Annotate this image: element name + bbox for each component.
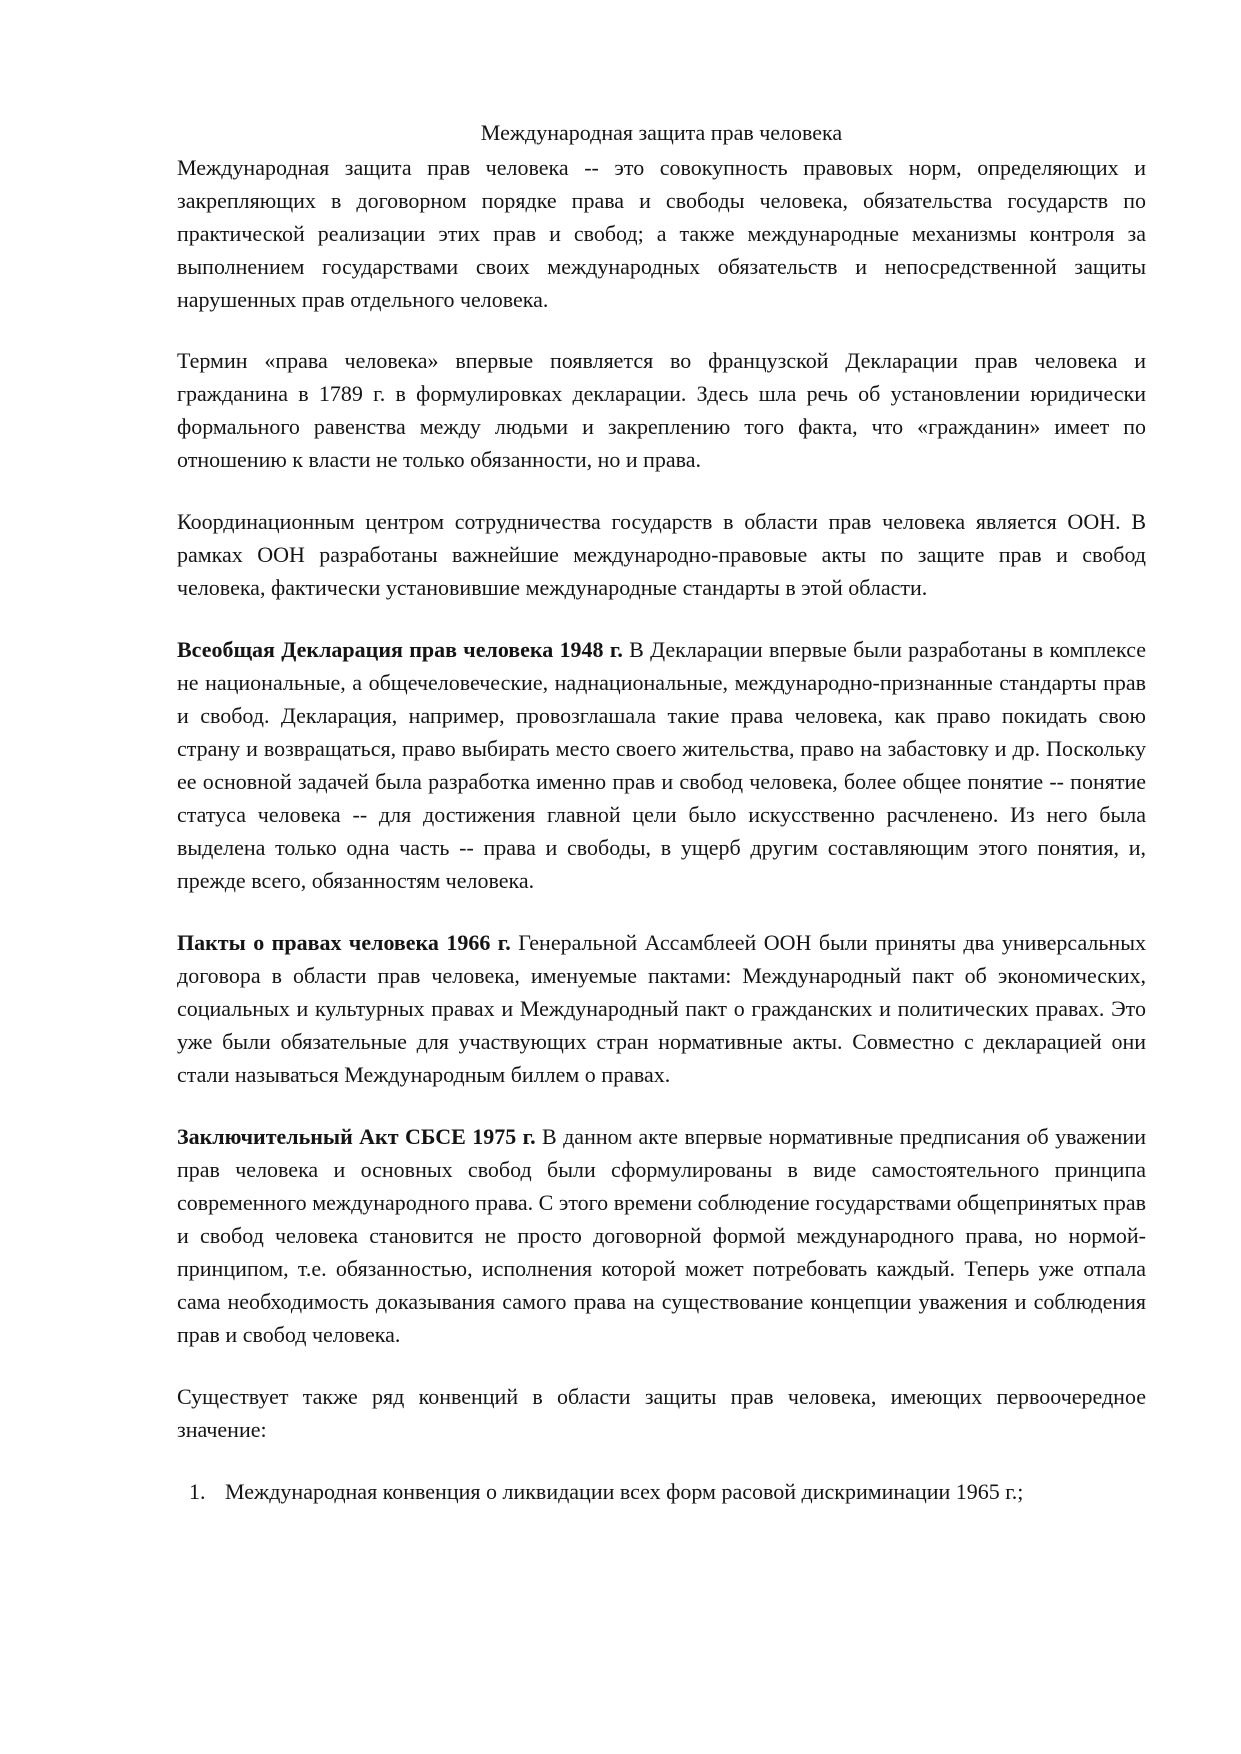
paragraph-text: Координационным центром сотрудничества государств в области прав человека является ООН. В рамках ООН разработаны важнейшие международно-правовые акты по защите прав и свобод человека, фактически установившие международные стандарты в этой области. bbox=[177, 509, 1146, 600]
paragraph-text: В данном акте впервые нормативные предписания об уважении прав человека и основных свобод были сформулированы в виде самостоятельного принципа современного международного права. С этого времени соблюдение государствами общепринятых прав и свобод человека становится не просто договорной формой международного права, но нормой-принципом, т.е. обязанностью, исполнения которой может потребовать каждый. Теперь уже отпала сама необходимость доказывания самого права на существование концепции уважения и соблюдения прав и свобод человека. bbox=[177, 1124, 1146, 1347]
document-title: Международная защита прав человека bbox=[480, 120, 843, 145]
paragraph-csce-1975 bbox=[177, 1120, 1146, 1351]
paragraph-lead: Всеобщая Декларация прав человека 1948 г. bbox=[177, 637, 623, 662]
paragraph-text: Термин «права человека» впервые появляется во французской Декларации прав человека и гражданина в 1789 г. в формулировках декларации. Здесь шла речь об установлении юридически формального равенства между людьми и закреплению того факта, что «гражданин» имеет по отношению к власти не только обязанности, но и права. bbox=[177, 348, 1146, 472]
list-item-text: Международная конвенция о ликвидации всех форм расовой дискриминации 1965 г.; bbox=[225, 1479, 1024, 1504]
paragraph-text: Существует также ряд конвенций в области защиты прав человека, имеющих первоочередное значение: bbox=[177, 1384, 1146, 1442]
paragraph-lead: Пакты о правах человека 1966 г. bbox=[177, 930, 511, 955]
paragraph-definition bbox=[177, 151, 1146, 316]
paragraph-lead: Заключительный Акт СБСЕ 1975 г. bbox=[177, 1124, 536, 1149]
paragraph-declaration-1948 bbox=[177, 633, 1146, 897]
paragraph-text: Генеральной Ассамблеей ООН были приняты два универсальных договора в области прав человека, именуемые пактами: Международный пакт об экономических, социальных и культурных правах и Международный пакт о гражданских и политических правах. Это уже были обязательные для участвующих стран нормативные акты. Совместно с декларацией они стали называться Международным биллем о правах. bbox=[177, 930, 1146, 1087]
paragraph-term-origin bbox=[177, 344, 1146, 476]
paragraph-conventions-intro bbox=[177, 1380, 1146, 1446]
list-item-number: 1. bbox=[189, 1479, 206, 1504]
paragraph-text: Международная защита прав человека -- это совокупность правовых норм, определяющих и закрепляющих в договорном порядке права и свободы человека, обязательства государств по практической реализации этих прав и свобод; а также международные механизмы контроля за выполнением государствами своих международных обязательств и непосредственной защиты нарушенных прав отдельного человека. bbox=[177, 155, 1146, 312]
conventions-list bbox=[177, 1475, 1146, 1508]
paragraph-pacts-1966 bbox=[177, 926, 1146, 1091]
paragraph-text: В Декларации впервые были разработаны в комплексе не национальные, а общечеловеческие, наднациональные, международно-признанные стандарты прав и свобод. Декларация, например, провозглашала такие права человека, как право покидать свою страну и возвращаться, право выбирать место своего жительства, право на забастовку и др. Поскольку ее основной задачей была разработка именно прав и свобод человека, более общее понятие -- понятие статуса человека -- для достижения главной цели было искусственно расчленено. Из него была выделена только одна часть -- права и свободы, в ущерб другим составляющим этого понятия, и, прежде всего, обязанностям человека. bbox=[177, 637, 1146, 893]
list-item bbox=[177, 1475, 1146, 1508]
paragraph-un-role bbox=[177, 505, 1146, 604]
